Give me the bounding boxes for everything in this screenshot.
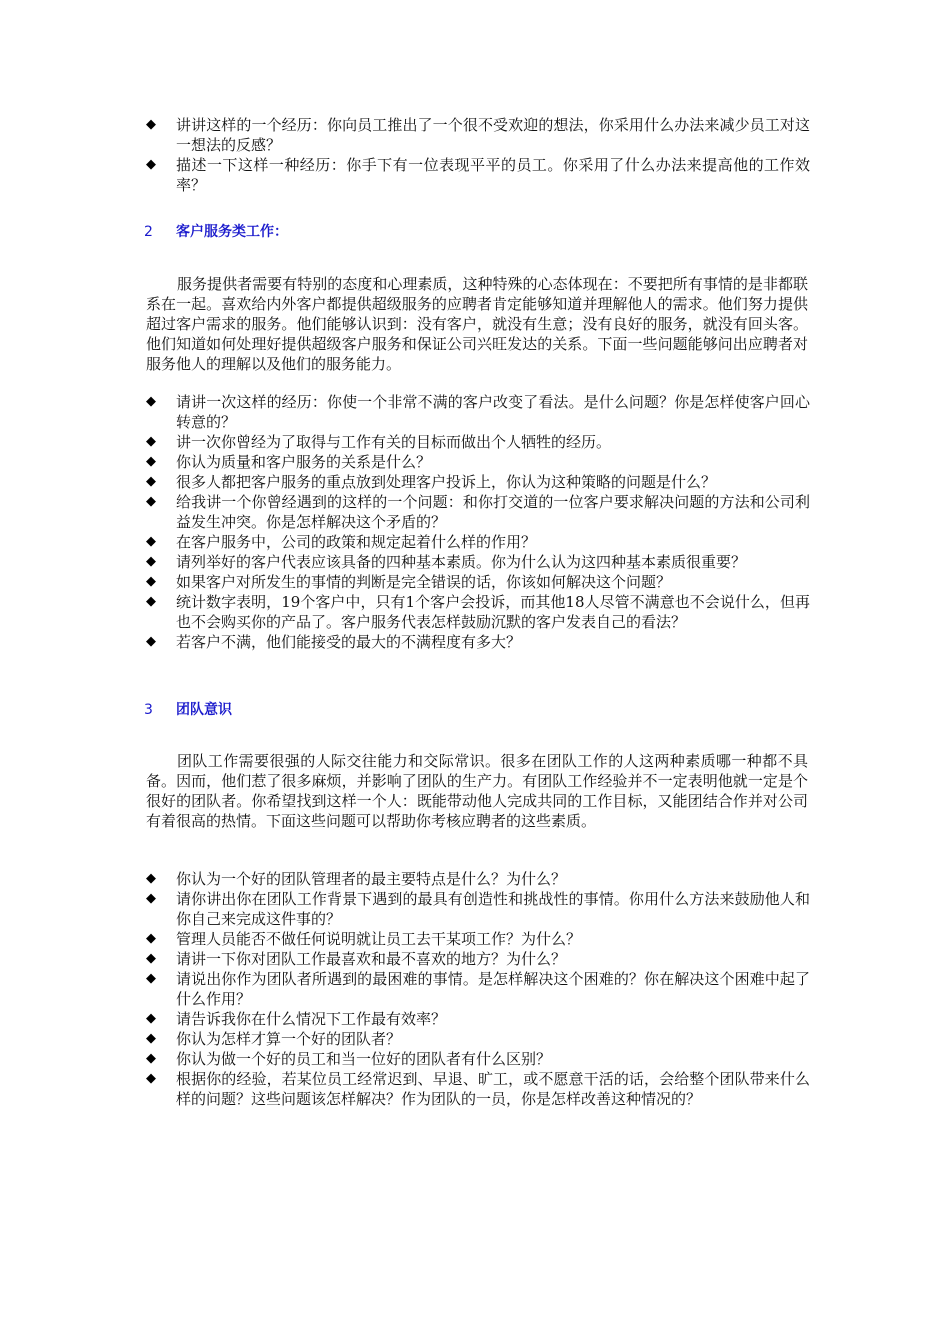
diamond-bullet-icon: ◆: [146, 474, 156, 489]
list-item: [146, 869, 810, 889]
section-paragraph-team-awareness: 团队工作需要很强的人际交往能力和交际常识。很多在团队工作的人这两种素质哪一种都不具备。因而，他们惹了很多麻烦，并影响了团队的生产力。有团队工作经验并不一定表明他就一定是个很好的团队者。你希望找到这样一个人：既能带动他人完成共同的工作目标，又能团结合作并对公司有着很高的热情。下面这些问题可以帮助你考核应聘者的这些素质。: [146, 752, 808, 830]
list-item-text: 你认为一个好的团队管理者的最主要特点是什么？为什么？: [176, 870, 567, 888]
list-item: [146, 889, 810, 929]
section-heading-team-awareness: [144, 700, 232, 720]
diamond-bullet-icon: ◆: [146, 494, 156, 509]
list-item-text: 你认为质量和客户服务的关系是什么？: [176, 453, 432, 471]
list-item: [146, 632, 810, 652]
list-item: [146, 1069, 810, 1109]
list-item: [146, 452, 810, 472]
diamond-bullet-icon: ◆: [146, 554, 156, 569]
list-item-text: 若客户不满，他们能接受的最大的不满程度有多大？: [176, 633, 522, 651]
list-item: [146, 432, 810, 452]
list-item: [146, 1029, 810, 1049]
bullet-list-customer-service: [146, 392, 810, 652]
list-item-text: 请说出你作为团队者所遇到的最困难的事情。是怎样解决这个困难的？你在解决这个困难中起了什么作用？: [176, 970, 810, 1008]
list-item-text: 讲讲这样的一个经历：你向员工推出了一个很不受欢迎的想法，你采用什么办法来减少员工对这一想法的反感？: [176, 116, 810, 154]
diamond-bullet-icon: ◆: [146, 157, 156, 172]
list-item: [146, 115, 810, 155]
list-item-text: 给我讲一个你曾经遇到的这样的一个问题：和你打交道的一位客户要求解决问题的方法和公司利益发生冲突。你是怎样解决这个矛盾的？: [176, 493, 810, 531]
list-item-text: 请讲一下你对团队工作最喜欢和最不喜欢的地方？为什么？: [176, 950, 567, 968]
list-item: [146, 552, 810, 572]
section-title: 客户服务类工作：: [176, 224, 288, 240]
diamond-bullet-icon: ◆: [146, 534, 156, 549]
list-item: [146, 969, 810, 1009]
diamond-bullet-icon: ◆: [146, 931, 156, 946]
list-item: [146, 929, 810, 949]
list-item: [146, 392, 810, 432]
list-item: [146, 532, 810, 552]
section-heading-customer-service: [144, 222, 288, 242]
list-item-text: 你认为做一个好的员工和当一位好的团队者有什么区别？: [176, 1050, 552, 1068]
list-item: [146, 949, 810, 969]
list-item-text: 讲一次你曾经为了取得与工作有关的目标而做出个人牺牲的经历。: [176, 433, 612, 451]
diamond-bullet-icon: ◆: [146, 1011, 156, 1026]
list-item: [146, 592, 810, 632]
list-item-text: 你认为怎样才算一个好的团队者？: [176, 1030, 402, 1048]
section-number: 2: [144, 224, 153, 240]
diamond-bullet-icon: ◆: [146, 1051, 156, 1066]
section-number: 3: [144, 702, 153, 718]
diamond-bullet-icon: ◆: [146, 454, 156, 469]
list-item-text: 在客户服务中，公司的政策和规定起着什么样的作用？: [176, 533, 537, 551]
diamond-bullet-icon: ◆: [146, 951, 156, 966]
diamond-bullet-icon: ◆: [146, 971, 156, 986]
diamond-bullet-icon: ◆: [146, 394, 156, 409]
diamond-bullet-icon: ◆: [146, 891, 156, 906]
bullet-list-team-awareness: [146, 869, 810, 1109]
diamond-bullet-icon: ◆: [146, 117, 156, 132]
diamond-bullet-icon: ◆: [146, 871, 156, 886]
list-item-text: 请告诉我你在什么情况下工作最有效率？: [176, 1010, 447, 1028]
diamond-bullet-icon: ◆: [146, 1031, 156, 1046]
list-item-text: 根据你的经验，若某位员工经常迟到、早退、旷工，或不愿意干活的话，会给整个团队带来什么样的问题？这些问题该怎样解决？作为团队的一员，你是怎样改善这种情况的？: [176, 1070, 810, 1108]
list-item-text: 请你讲出你在团队工作背景下遇到的最具有创造性和挑战性的事情。你用什么方法来鼓励他人和你自己来完成这件事的？: [176, 890, 810, 928]
bullet-list-top: [146, 115, 810, 195]
list-item: [146, 1009, 810, 1029]
list-item-text: 请讲一次这样的经历：你使一个非常不满的客户改变了看法。是什么问题？你是怎样使客户回心转意的？: [176, 393, 810, 431]
list-item: [146, 492, 810, 532]
list-item: [146, 155, 810, 195]
diamond-bullet-icon: ◆: [146, 574, 156, 589]
diamond-bullet-icon: ◆: [146, 594, 156, 609]
list-item: [146, 1049, 810, 1069]
list-item-text: 如果客户对所发生的事情的判断是完全错误的话，你该如何解决这个问题？: [176, 573, 672, 591]
diamond-bullet-icon: ◆: [146, 1071, 156, 1086]
list-item-text: 描述一下这样一种经历：你手下有一位表现平平的员工。你采用了什么办法来提高他的工作效率？: [176, 156, 810, 194]
list-item-text: 统计数字表明，19个客户中，只有1个客户会投诉，而其他18人尽管不满意也不会说什么，但再也不会购买你的产品了。客户服务代表怎样鼓励沉默的客户发表自己的看法？: [176, 593, 810, 631]
diamond-bullet-icon: ◆: [146, 434, 156, 449]
section-paragraph-customer-service: 服务提供者需要有特别的态度和心理素质，这种特殊的心态体现在：不要把所有事情的是非都联系在一起。喜欢给内外客户都提供超级服务的应聘者肯定能够知道并理解他人的需求。他们努力提供超过客户需求的服务。他们能够认识到：没有客户，就没有生意；没有良好的服务，就没有回头客。他们知道如何处理好提供超级客户服务和保证公司兴旺发达的关系。下面一些问题能够问出应聘者对服务他人的理解以及他们的服务能力。: [146, 275, 808, 373]
list-item: [146, 572, 810, 592]
list-item: [146, 472, 810, 492]
list-item-text: 很多人都把客户服务的重点放到处理客户投诉上，你认为这种策略的问题是什么？: [176, 473, 717, 491]
list-item-text: 管理人员能否不做任何说明就让员工去干某项工作？为什么？: [176, 930, 582, 948]
diamond-bullet-icon: ◆: [146, 634, 156, 649]
list-item-text: 请列举好的客户代表应该具备的四种基本素质。你为什么认为这四种基本素质很重要？: [176, 553, 747, 571]
section-title: 团队意识: [176, 702, 232, 718]
